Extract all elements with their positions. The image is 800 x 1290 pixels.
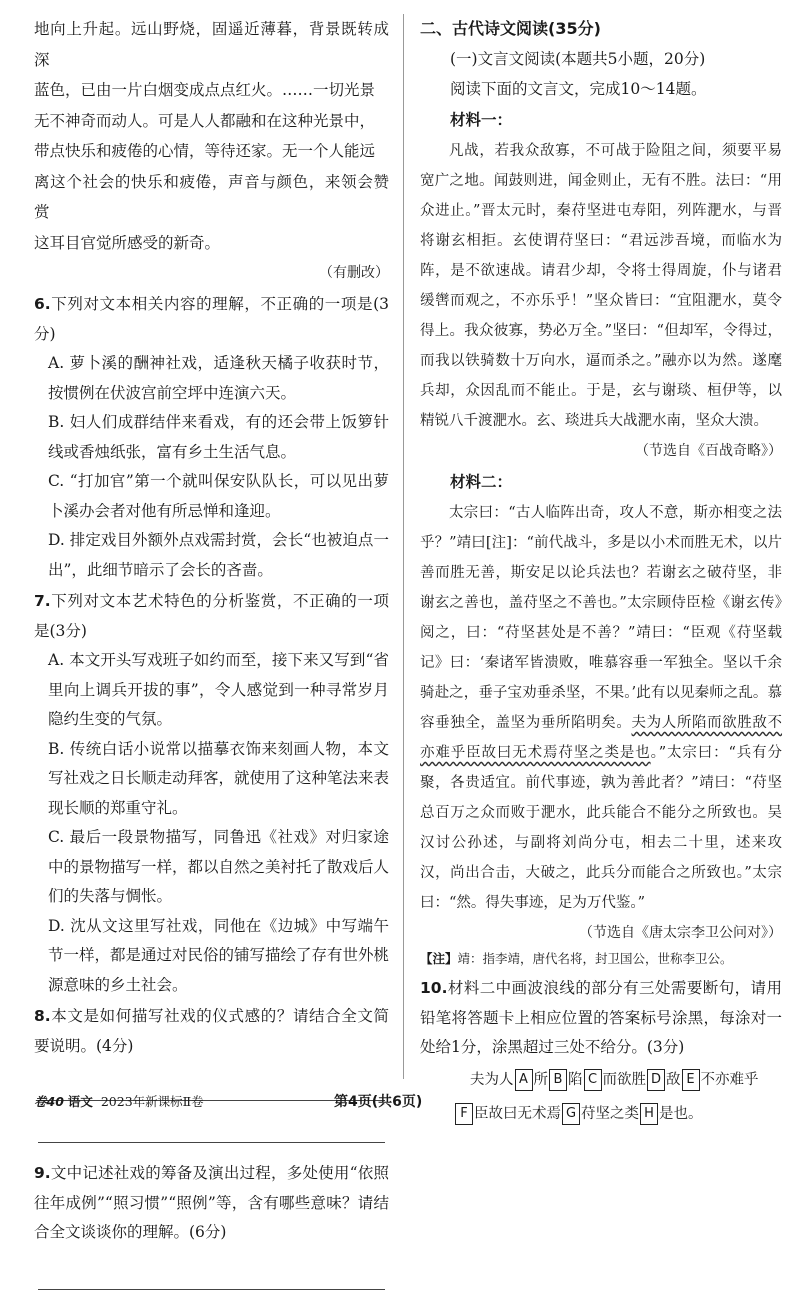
option-d: D. 排定戏目外额外点戏需封赏，会长“也被迫点一出”，此细节暗示了会长的吝啬。 bbox=[48, 531, 389, 579]
material-1-text: 凡战，若我众敌寡，不可战于险阻之间，须要平易宽广之地。闻鼓则进，闻金则止，无有不胜。法曰：“用众进止。”晋太元时，秦苻坚进屯寿阳，列阵淝水，与晋将谢玄相拒。玄使谓苻坚曰：“君远涉吾境，而临水为阵，是不欲速战。请君少却，令将士得周旋，仆与诸君缓辔而观之，不亦乐乎！”坚众皆曰：“宜阻淝水，莫令得上。我众彼寡，势必万全。”坚曰：“但却军，令得过，而我以铁骑数十万向水，逼而杀之。”融亦以为然。遂麾兵却，众因乱而不能止。于是，玄与谢琰、桓伊等，以精锐八千渡淝水。玄、琰进兵大战淝水南，坚众大溃。 bbox=[420, 143, 782, 429]
question-stem: 下列对文本艺术特色的分析鉴赏，不正确的一项是(3分) bbox=[34, 592, 389, 640]
option-a: A. 萝卜溪的酬神社戏，适逢秋天橘子收获时节，按惯例在伏波宫前空坪中连演六天。 bbox=[48, 354, 389, 402]
question-stem: 本文是如何描写社戏的仪式感的？请结合全文简要说明。(4分) bbox=[34, 1007, 389, 1055]
question-number: 7. bbox=[34, 592, 51, 610]
answer-line bbox=[38, 1141, 385, 1143]
volume-logo: 卷40 bbox=[34, 1094, 64, 1109]
passage-line: 无不神奇而动人。可是人人都融和在这种光景中， bbox=[34, 111, 376, 130]
page-footer bbox=[34, 1090, 782, 1114]
material-2-source: （节选自《唐太宗李卫公问对》） bbox=[579, 925, 782, 941]
option-a: A. 本文开头写戏班子如约而至，接下来又写到“省里向上调兵开拔的事”，令人感觉到一种寻常岁月隐约生变的气氛。 bbox=[48, 651, 389, 728]
question-number: 10. bbox=[420, 979, 448, 997]
option-b: B. 妇人们成群结伴来看戏，有的还会带上饭箩针线或香烛纸张，富有乡土生活气息。 bbox=[48, 413, 389, 461]
sentence-fragment: 夫为人 bbox=[470, 1071, 514, 1088]
question-9 bbox=[34, 1159, 389, 1290]
column-divider bbox=[403, 14, 404, 1079]
sentence-fragment: 而欲胜 bbox=[602, 1071, 646, 1088]
question-number: 9. bbox=[34, 1164, 51, 1182]
question-6 bbox=[34, 290, 389, 585]
section-title: 二、古代诗文阅读(35分) bbox=[420, 19, 601, 38]
answer-box-f: F bbox=[455, 1103, 473, 1125]
question-7 bbox=[34, 587, 389, 1000]
material-1-source: （节选自《百战奇略》） bbox=[635, 443, 782, 459]
right-column bbox=[420, 14, 782, 1131]
question-stem: 文中记述社戏的筹备及演出过程，多处使用“依照往年成例”“照习惯”“照例”等，含有哪些意味？请结合全文谈谈你的理解。(6分) bbox=[34, 1164, 389, 1241]
answer-box-c: C bbox=[584, 1069, 602, 1091]
sentence-fragment: 敌 bbox=[666, 1071, 681, 1088]
question-number: 8. bbox=[34, 1007, 51, 1025]
wavy-underlined-text: 夫为人所陷而欲胜敌不亦难乎臣故曰无术焉苻坚之类是也 bbox=[420, 715, 783, 761]
answer-box-g: G bbox=[562, 1103, 580, 1125]
passage-line: 带点快乐和疲倦的心情，等待还家。无一个人能远 bbox=[34, 142, 376, 160]
option-d: D. 沈从文这里写社戏，同他在《边城》中写端午节一样，都是通过对民俗的铺写描绘了存有世外桃源意味的乡土社会。 bbox=[48, 916, 390, 994]
question-10 bbox=[420, 974, 782, 1063]
subsection-title: (一)文言文阅读(本题共5小题，20分) bbox=[450, 50, 706, 68]
answer-line bbox=[38, 1288, 385, 1290]
question-8 bbox=[34, 1002, 389, 1143]
annotation-label: 【注】 bbox=[420, 951, 458, 966]
answer-box-h: H bbox=[640, 1103, 658, 1125]
passage-line: 这耳目官觉所感受的新奇。 bbox=[34, 233, 221, 252]
passage-source: （有删改） bbox=[319, 265, 389, 281]
material-2-text-b: 。”太宗曰：“兵有分聚，各贵适宜。前代事迹，孰为善此者？”靖曰：“苻坚总百万之众而败于淝水，此兵能合不能分之所致也。吴汉讨公孙述，与副将刘尚分屯，相去二十里，述来攻汉，尚出合击，大破之，此兵分而能合之所致也。”太宗曰：“然。得失事迹，足为万代鉴。” bbox=[420, 745, 782, 911]
subject: 语文 bbox=[67, 1094, 93, 1109]
paper-name: 2023年新课标Ⅱ卷 bbox=[100, 1094, 204, 1109]
answer-box-b: B bbox=[549, 1069, 567, 1091]
answer-box-e: E bbox=[682, 1069, 700, 1091]
annotation bbox=[420, 948, 782, 970]
sentence-fragment: 苻坚之类 bbox=[581, 1105, 639, 1122]
material-2-text-a: 太宗曰：“古人临阵出奇，攻人不意，斯亦相变之法乎？”靖曰[注]：“前代战斗，多是以小术而胜无术，以片善而胜无善，斯安足以论兵法也？若谢玄之破苻坚，非谢玄之善也，盖苻坚之不善也。”太宗顾侍臣检《谢玄传》阅之，曰：“苻坚甚处是不善？”靖曰：“臣观《苻坚载记》曰：‘秦诸军皆溃败，唯慕容垂一军独全。坚以千余骑赴之，垂子宝劝垂杀坚，不果。’此有以见秦师之乱。慕容垂独全，盖坚为垂所陷明矣。 bbox=[420, 505, 782, 731]
answer-box-a: A bbox=[515, 1069, 533, 1091]
instruction: 阅读下面的文言文，完成10～14题。 bbox=[450, 80, 707, 98]
question-stem: 材料二中画波浪线的部分有三处需要断句，请用铅笔将答题卡上相应位置的答案标号涂黑，每涂对一处给1分，涂黑超过三处不给分。(3分) bbox=[420, 979, 782, 1056]
sentence-fragment: 臣故曰无术焉 bbox=[474, 1105, 561, 1122]
option-c: C. “打加官”第一个就叫保安队队长，可以见出萝卜溪办会者对他有所忌惮和逢迎。 bbox=[48, 472, 389, 520]
material-1-label: 材料一： bbox=[450, 111, 513, 129]
passage-line: 蓝色，已由一片白烟变成点点红火。……一切光景 bbox=[34, 81, 376, 99]
sentence-fragment: 所 bbox=[533, 1071, 548, 1088]
sentence-fragment: 陷 bbox=[568, 1071, 583, 1088]
page-number: 第4页(共6页) bbox=[334, 1094, 423, 1110]
material-2-label: 材料二： bbox=[450, 473, 513, 491]
option-c: C. 最后一段景物描写，同鲁迅《社戏》对归家途中的景物描写一样，都以自然之美衬托了散戏后人们的失落与惆怅。 bbox=[48, 828, 390, 905]
annotation-text: 靖：指李靖，唐代名将，封卫国公，世称李卫公。 bbox=[457, 951, 733, 966]
question-number: 6. bbox=[34, 295, 51, 313]
sentence-fragment: 不亦难乎 bbox=[700, 1071, 759, 1088]
option-b: B. 传统白话小说常以描摹衣饰来刻画人物，本文写社戏之日长顺走动拜客，就使用了这种笔法来表现长顺的郑重守礼。 bbox=[48, 739, 390, 817]
material-2-text bbox=[420, 498, 782, 918]
passage-line: 离这个社会的快乐和疲倦，声音与颜色，来领会赞赏 bbox=[34, 172, 389, 221]
passage-line: 地向上升起。远山野烧，固遥近薄暮，背景既转成深 bbox=[34, 20, 389, 69]
sentence-fragment: 是也。 bbox=[659, 1105, 703, 1122]
question-stem: 下列对文本相关内容的理解，不正确的一项是(3分) bbox=[34, 295, 389, 343]
answer-box-d: D bbox=[647, 1069, 665, 1091]
